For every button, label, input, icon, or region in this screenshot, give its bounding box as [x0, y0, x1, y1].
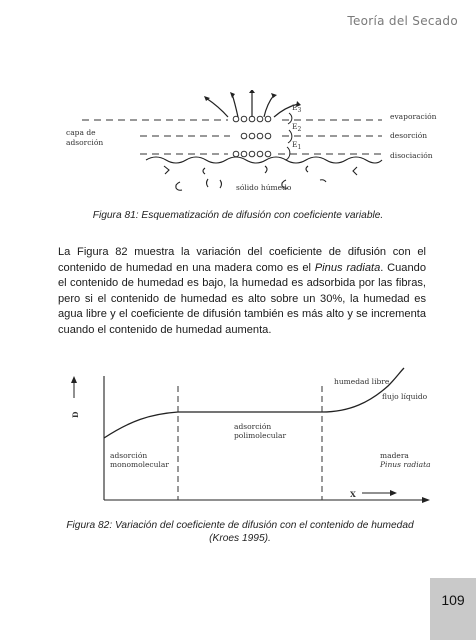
capa-adsorcion-label: capa de: [66, 128, 96, 137]
figure-81-caption: Figura 81: Esquematización de difusión con coeficiente variable.: [92, 210, 384, 221]
adsorcion-mono-label-2: monomolecular: [110, 460, 169, 469]
pinus-label: Pinus radiata: [380, 460, 431, 469]
body-paragraph: La Figura 82 muestra la variación del coeficiente de difusión con el contenido de humedad en una madera como es el Pinus radiata. Cuando el contenido de humedad es bajo, la humedad es adsorbida por las fibras, pero si el contenido de humedad es alto sobre un 30%, la humedad es agua libre y el coeficiente de difusión también es más alto y se incrementa cuando el contenido de humedad aumenta.: [58, 246, 426, 336]
adsorcion-poli-label-1: adsorción: [234, 422, 272, 431]
solido-humedo-label: sólido húmedo: [236, 183, 292, 192]
evaporacion-label: evaporación: [390, 112, 437, 121]
e3-label: $E_3$: [292, 103, 302, 114]
e2-label: $E_2$: [292, 122, 302, 133]
page-number-tab: [430, 578, 476, 640]
solid-surface: [146, 157, 382, 163]
figure-82-diagram: [60, 366, 440, 510]
figure-82-caption: Figura 82: Variación del coeficiente de difusión con el contenido de humedad (Kroes 1995).: [66, 520, 414, 544]
page-number: 109: [441, 592, 465, 608]
disociacion-label: disociación: [390, 151, 433, 160]
madera-label: madera: [380, 451, 409, 460]
adsorcion-poli-label-2: polimolecular: [234, 431, 287, 440]
molecule-circles: [233, 116, 271, 157]
e1-label: $E_1$: [292, 140, 302, 151]
flujo-liquido-label: flujo líquido: [382, 392, 428, 401]
humedad-libre-label: humedad libre: [334, 377, 390, 386]
running-header: Teoría del Secado: [347, 14, 458, 28]
desorcion-label: desorción: [390, 131, 428, 140]
evaporation-arrows: [206, 92, 298, 117]
figure-81-diagram: [60, 90, 440, 200]
adsorcion-mono-label-1: adsorción: [110, 451, 148, 460]
x-axis-label: X: [350, 490, 356, 499]
capa-adsorcion-label-2: adsorción: [66, 138, 104, 147]
y-axis-label: D: [71, 411, 80, 418]
